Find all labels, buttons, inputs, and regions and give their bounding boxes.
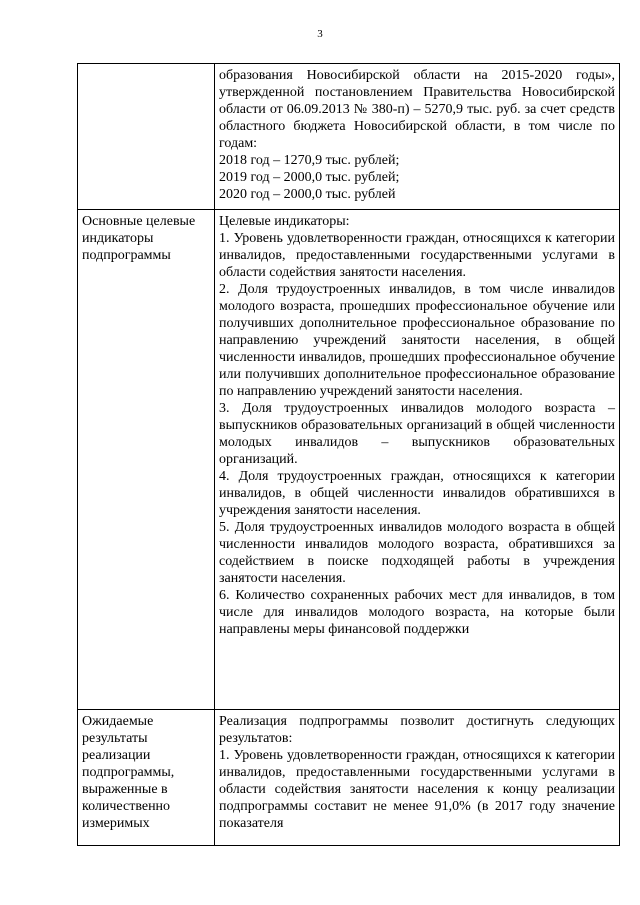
row-label: Ожидаемые результаты реализации подпрограммы, выраженные в количественно измеримых <box>78 710 215 846</box>
row-content <box>215 210 620 710</box>
page-number: 3 <box>317 28 323 40</box>
row-label <box>78 64 215 210</box>
paragraph: 1. Уровень удовлетворенности граждан, относящихся к категории инвалидов, предоставленными государственными услугами в области содействия занятости населения к концу реализации подпрограммы составит не менее 91,0% (в 2017 году значение показателя <box>219 748 615 831</box>
row-content <box>215 64 620 210</box>
document-table <box>77 63 620 846</box>
row-content <box>215 710 620 846</box>
paragraph: 6. Количество сохраненных рабочих мест для инвалидов, в том числе для инвалидов молодого возраста, на которые были направлены меры финансовой поддержки <box>219 588 615 637</box>
paragraph: 2019 год – 2000,0 тыс. рублей; <box>219 170 400 185</box>
table-row <box>78 64 620 210</box>
row-label: Основные целевые индикаторы подпрограммы <box>78 210 215 710</box>
table-row <box>78 710 620 846</box>
table-row <box>78 210 620 710</box>
paragraph: 2018 год – 1270,9 тыс. рублей; <box>219 153 400 168</box>
paragraph: 3. Доля трудоустроенных инвалидов молодого возраста – выпускников образовательных организаций в общей численности молодых инвалидов – выпускников образовательных организаций. <box>219 401 615 467</box>
paragraph: 2. Доля трудоустроенных инвалидов, в том числе инвалидов молодого возраста, прошедших профессиональное обучение или получивших дополнительное профессиональное образование по направлению учреждений занятости населения, в общей численности инвалидов, прошедших профессиональное обучение или получивших дополнительное профессиональное образование по направлению учреждений занятости населения. <box>219 282 615 399</box>
paragraph: 4. Доля трудоустроенных граждан, относящихся к категории инвалидов, в общей численности инвалидов обратившихся в учреждения занятости населения. <box>219 469 615 518</box>
paragraph: 2020 год – 2000,0 тыс. рублей <box>219 187 396 202</box>
paragraph: Целевые индикаторы: <box>219 214 350 229</box>
paragraph: образования Новосибирской области на 2015-2020 годы», утвержденной постановлением Правительства Новосибирской области от 06.09.2013 № 380-п) – 5270,9 тыс. руб. за счет средств областного бюджета Новосибирской области, в том числе по годам: <box>219 68 615 151</box>
paragraph: 5. Доля трудоустроенных инвалидов молодого возраста в общей численности инвалидов молодого возраста, обратившихся за содействием в поиске подходящей работы в учреждения занятости населения. <box>219 520 615 586</box>
paragraph: 1. Уровень удовлетворенности граждан, относящихся к категории инвалидов, предоставленными государственными услугами в области содействия занятости населения. <box>219 231 615 280</box>
paragraph: Реализация подпрограммы позволит достигнуть следующих результатов: <box>219 714 615 746</box>
